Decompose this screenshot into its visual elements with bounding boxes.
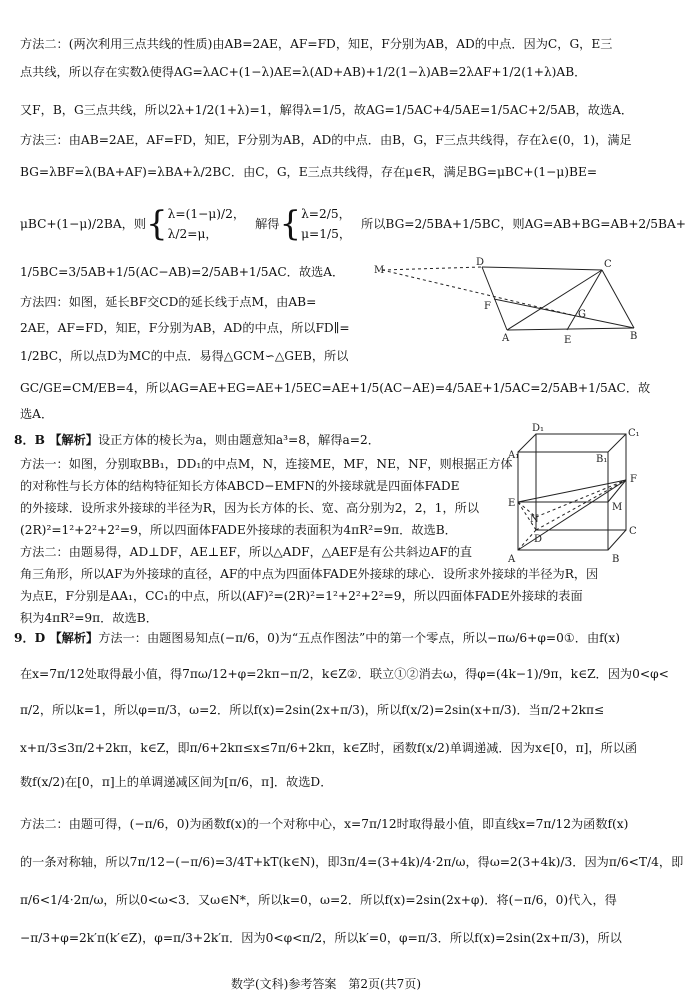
fig1-label-C: C (604, 259, 612, 270)
system-2-eq2: μ=1/5， (301, 227, 352, 241)
fig1-label-F: F (484, 301, 491, 312)
p8-line7: 角三角形，所以AF为外接球的直径，AF的中点为四面体FADE外接球的球心．设所求外接球的半径为R，因 (20, 567, 599, 581)
fig2-label-F: F (630, 474, 637, 485)
fig1-label-E: E (564, 335, 572, 346)
fig2-label-E: E (508, 498, 516, 509)
fig1-label-D: D (476, 257, 485, 268)
p9-line1-text: 方法一：由题图易知点(−π/6，0)为“五点作图法”中的第一个零点，所以−πω/6+φ=0①．由f(x) (98, 631, 621, 645)
p7-line5: BG=λBF=λ(BA+AF)=λBA+λ/2BC．由C，G，E三点共线得，存在μ∈R，满足BG=μBC+(1−μ)BE= (20, 165, 598, 179)
p9-line4: x+π/3≤3π/2+2kπ，k∈Z，即π/6+2kπ≤x≤7π/6+2kπ，k∈Z时，函数f(x/2)单调递减．因为x∈[0，π]，所以函 (20, 741, 638, 755)
p8-head: 8．B 【解析】 (14, 433, 98, 447)
p9-head: 9．D 【解析】 (14, 631, 99, 645)
fig2-label-B1: B₁ (596, 454, 608, 465)
p8-line1 (14, 430, 509, 450)
page-footer: 数学(文科)参考答案 第2页(共7页) (231, 977, 421, 991)
p7-line4: 方法三：由AB=2AE，AF=FD，知E，F分别为AB，AD的中点．由B，G，F三点共线得，存在λ∈(0，1)，满足 (20, 133, 632, 147)
p7-line8: 方法四：如图，延长BF交CD的延长线于点M，由AB= (20, 295, 317, 309)
system-1 (168, 204, 245, 244)
p8-line1-text: 设正方体的棱长为a，则由题意知a³=8，解得a=2． (97, 433, 380, 447)
figure-cube (508, 422, 643, 572)
fig2-label-M: M (612, 502, 623, 513)
fig2-label-D1: D₁ (532, 423, 545, 434)
p7-line10: 1/2BC，所以点D为MC的中点．易得△GCM∽△GEB，所以 (20, 349, 349, 363)
p9-line1 (14, 628, 634, 648)
p7-line7: 1/5BC=3/5AB+1/5(AC−AB)=2/5AB+1/5AC．故选A． (20, 265, 345, 279)
p9-line7: 的一条对称轴，所以7π/12−(−π/6)=3/4T+kT(k∈N)，即3π/4=(3+4k)/4·2π/ω，得ω=2(3+4k)/3．因为π/6<T/4，即 (20, 855, 684, 869)
p7-line6b: 解得 (255, 217, 280, 231)
system-2-eq1: λ=2/5， (301, 207, 351, 221)
p7-line3: 又F，B，G三点共线，所以2λ+1/2(1+λ)=1，解得λ=1/5，故AG=1/5AC+4/5AE=1/5AC+2/5AB，故选A． (20, 103, 634, 117)
system-2 (301, 204, 351, 244)
p8-line9: 积为4πR²=9π．故选B． (20, 611, 158, 625)
system-brace-1: { (146, 204, 168, 244)
fig2-label-N: N (530, 514, 539, 525)
p9-line6: 方法二：由题可得，(−π/6，0)为函数f(x)的一个对称中心，x=7π/12时取得最小值，即直线x=7π/12为函数f(x) (20, 817, 629, 831)
p9-line3: π/2，所以k=1，所以φ=π/3，ω=2．所以f(x)=2sin(2x+π/3)，所以f(x/2)=2sin(x+π/3)．当π/2+2kπ≤ (20, 703, 605, 717)
p7-line6 (20, 202, 686, 246)
p8-line5: (2R)²=1²+2²+2²=9，所以四面体FADE外接球的表面积为4πR²=9π．故选B． (20, 523, 457, 537)
p8-line2: 方法一：如图，分别取BB₁，DD₁的中点M，N，连接ME，MF，NE，NF，则根据正方体 (20, 457, 513, 471)
p9-line9: −π/3+φ=2k′π(k′∈Z)，φ=π/3+2k′π．因为0<φ<π/2，所以k′=0，φ=π/3．所以f(x)=2sin(2x+π/3)，所以 (20, 931, 622, 945)
figure-cube-svg (508, 422, 643, 572)
p9-line8: π/6<1/4·2π/ω，所以0<ω<3．又ω∈N*，所以k=0，ω=2．所以f(x)=2sin(2x+φ)．将(−π/6，0)代入，得 (20, 893, 617, 907)
fig2-label-C: C (629, 526, 637, 537)
figure-quadrilateral (372, 255, 642, 345)
p7-line2: 点共线，所以存在实数λ使得AG=λAC+(1−λ)AE=λ(AD+AB)+1/2(1−λ)AB=2λAF+1/2(1+λ)AB． (20, 65, 587, 79)
p9-line2: 在x=7π/12处取得最小值，得7πω/12+φ=2kπ−π/2，k∈Z②．联立①②消去ω，得φ=(4k−1)/9π，k∈Z．因为0<φ< (20, 667, 669, 681)
fig2-label-C1: C₁ (628, 428, 640, 439)
figure-quadrilateral-svg (372, 255, 642, 345)
system-brace-2: { (279, 204, 302, 244)
fig1-label-M: M (374, 265, 385, 276)
p7-line1: 方法二：(两次利用三点共线的性质)由AB=2AE，AF=FD，知E，F分别为AB，AD的中点．因为C，G，E三 (20, 37, 613, 51)
p9-line5: 数f(x/2)在[0，π]上的单调递减区间为[π/6，π]．故选D． (20, 775, 333, 789)
p8-line3: 的对称性与长方体的结构特征知长方体ABCD−EMFN的外接球就是四面体FADE (20, 479, 460, 493)
p8-line4: 的外接球．设所求外接球的半径为R，因为长方体的长、宽、高分别为2，2，1，所以 (20, 501, 480, 515)
fig2-label-B: B (612, 554, 620, 565)
fig2-label-A1: A₁ (508, 450, 520, 461)
p7-line9: 2AE，AF=FD，知E，F分别为AB，AD的中点，所以FD∥= (20, 321, 350, 335)
p8-line6: 方法二：由题易得，AD⊥DF，AE⊥EF，所以△ADF，△AEF是有公共斜边AF的直 (20, 545, 473, 559)
system-1-eq2: λ/2=μ， (167, 227, 218, 241)
fig1-label-B: B (630, 331, 638, 342)
p7-line6c: 所以BG=2/5BA+1/5BC，则AG=AB+BG=AB+2/5BA+ (361, 217, 686, 231)
fig1-label-A: A (502, 333, 510, 344)
p7-line6a: μBC+(1−μ)/2BA，则 (20, 217, 147, 231)
p7-line12: 选A． (20, 407, 54, 421)
p8-line8: 为点E，F分别是AA₁，CC₁的中点，所以(AF)²=(2R)²=1²+2²+2²=9，所以四面体FADE外接球的表面 (20, 589, 583, 603)
fig1-label-G: G (578, 309, 586, 320)
p7-line11: GC/GE=CM/EB=4，所以AG=AE+EG=AE+1/5EC=AE+1/5(AC−AE)=4/5AE+1/5AC=2/5AB+1/5AC．故 (20, 381, 651, 395)
fig2-label-D: D (534, 534, 543, 545)
system-1-eq1: λ=(1−μ)/2， (167, 207, 246, 221)
fig2-label-A: A (508, 554, 516, 565)
